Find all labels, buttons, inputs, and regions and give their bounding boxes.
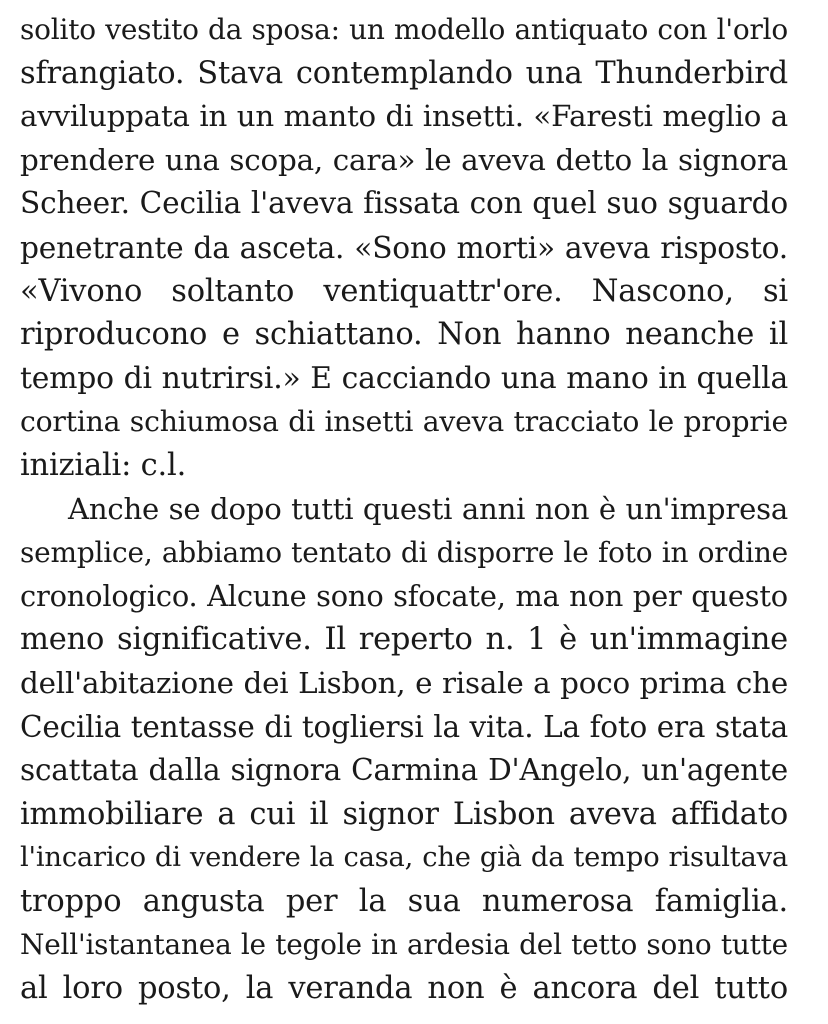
book-page [20, 8, 788, 1011]
text-line: penetrante da asceta. «Sono morti» aveva risposto. [20, 229, 788, 265]
text-line: cronologico. Alcune sono sfocate, ma non per questo [20, 578, 788, 613]
text-line: Cecilia tentasse di togliersi la vita. La foto era stata [20, 709, 788, 744]
text-line: tempo di nutrirsi.» E cacciando una mano in quella [20, 360, 788, 396]
text-line: immobiliare a cui il signor Lisbon aveva affidato [20, 796, 788, 832]
text-line: scattata dalla signora Carmina D'Angelo, un'agente [20, 753, 788, 788]
text-line: Nell'istantanea le tegole in ardesia del tetto sono tutte [20, 928, 788, 962]
text-line: sfrangiato. Stava contemplando una Thunderbird [20, 55, 788, 91]
text-line: Scheer. Cecilia l'aveva fissata con quel suo sguardo [20, 186, 788, 221]
text-line: l'incarico di vendere la casa, che già da tempo risultava [20, 842, 788, 874]
paragraph-2 [20, 488, 788, 1011]
text-line: troppo angusta per la sua numerosa famiglia. [20, 883, 788, 919]
text-line: dell'abitazione dei Lisbon, e risale a poco prima che [20, 665, 788, 700]
text-line: «Vivono soltanto ventiquattr'ore. Nascono, si [20, 273, 788, 309]
paragraph-1 [20, 8, 788, 488]
text-line: solito vestito da sposa: un modello antiquato con l'orlo [20, 13, 788, 46]
text-line: Anche se dopo tutti questi anni non è un'impresa [68, 491, 788, 526]
text-line: avviluppata in un manto di insetti. «Faresti meglio a [20, 99, 788, 134]
text-line: al loro posto, la veranda non è ancora del tutto [20, 971, 788, 1007]
text-line: semplice, abbiamo tentato di disporre le foto in ordine [20, 536, 788, 570]
text-line: iniziali: c.l. [20, 447, 187, 483]
text-line: prendere una scopa, cara» le aveva detto la signora [20, 142, 788, 177]
text-line: riproducono e schiattano. Non hanno neanche il [20, 317, 788, 353]
text-line: cortina schiumosa di insetti aveva tracciato le proprie [20, 405, 788, 439]
text-line: meno significative. Il reperto n. 1 è un'immagine [20, 622, 788, 658]
